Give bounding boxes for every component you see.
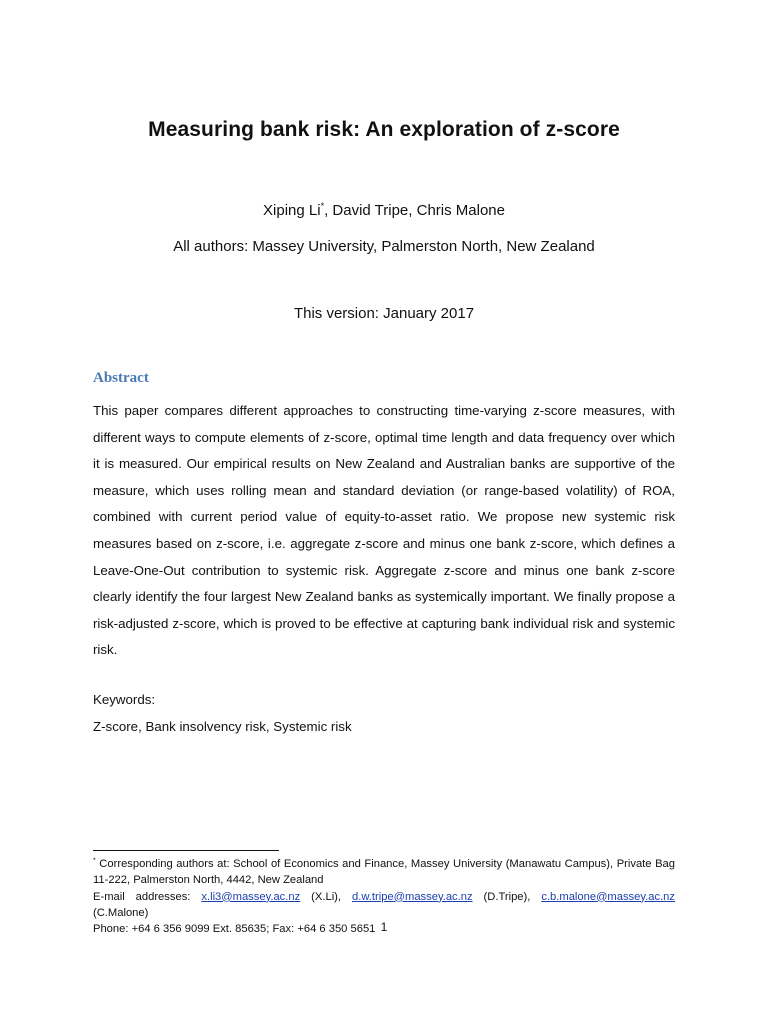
corresponding-author-marker: * [320,201,325,211]
email-label: E-mail addresses: [93,890,202,903]
author-list [0,202,768,219]
abstract-text: This paper compares different approaches to constructing time-varying z-score measures, with different ways to compute elements of z-score, optimal time length and data frequency over which it is measured. Our empirical results on New Zealand and Australian banks are supportive of the measure, which uses rolling mean and standard deviation (or range-based volatility) of ROA, combined with current period value of equity-to-asset ratio. We propose new systemic risk measures based on z-score, i.e. aggregate z-score and minus one bank z-score, which defines a Leave-One-Out contribution to systemic risk. Aggregate z-score and minus one bank z-score clearly identify the four largest New Zealand banks as systemically important. We finally propose a risk-adjusted z-score, which is proved to be effective at capturing bank individual risk and systemic risk. [93,403,675,658]
paper-title: Measuring bank risk: An exploration of z-score [148,118,620,141]
footnote-marker: * [93,857,96,865]
footnote-emails [93,889,675,922]
email-link-li[interactable]: x.li3@massey.ac.nz [201,890,301,903]
email-link-malone[interactable]: c.b.malone@massey.ac.nz [541,890,675,903]
abstract-heading: Abstract [93,370,149,386]
footnote-divider [93,850,279,851]
footnote-corresponding [93,856,675,889]
version-date: This version: January 2017 [293,305,475,322]
email-note-malone: (C.Malone) [93,906,149,919]
keywords-label: Keywords: [93,692,156,707]
keywords-list: Z-score, Bank insolvency risk, Systemic risk [93,719,352,734]
email-note-li: (X.Li), [300,890,352,903]
email-link-tripe[interactable]: d.w.tripe@massey.ac.nz [351,890,473,903]
email-note-tripe: (D.Tripe), [472,890,542,903]
page-number: 1 [380,920,388,934]
footnote-address: Corresponding authors at: School of Economics and Finance, Massey University (Manawatu Campus), Private Bag 11-222, Palmerston North, 4442, New Zealand [93,858,675,887]
other-authors: , David Tripe, Chris Malone [324,202,505,219]
author-affiliation: All authors: Massey University, Palmerston North, New Zealand [173,238,595,255]
footnote-phone: Phone: +64 6 356 9099 Ext. 85635; Fax: +64 6 350 5651 [93,923,376,936]
first-author: Xiping Li [263,202,321,219]
